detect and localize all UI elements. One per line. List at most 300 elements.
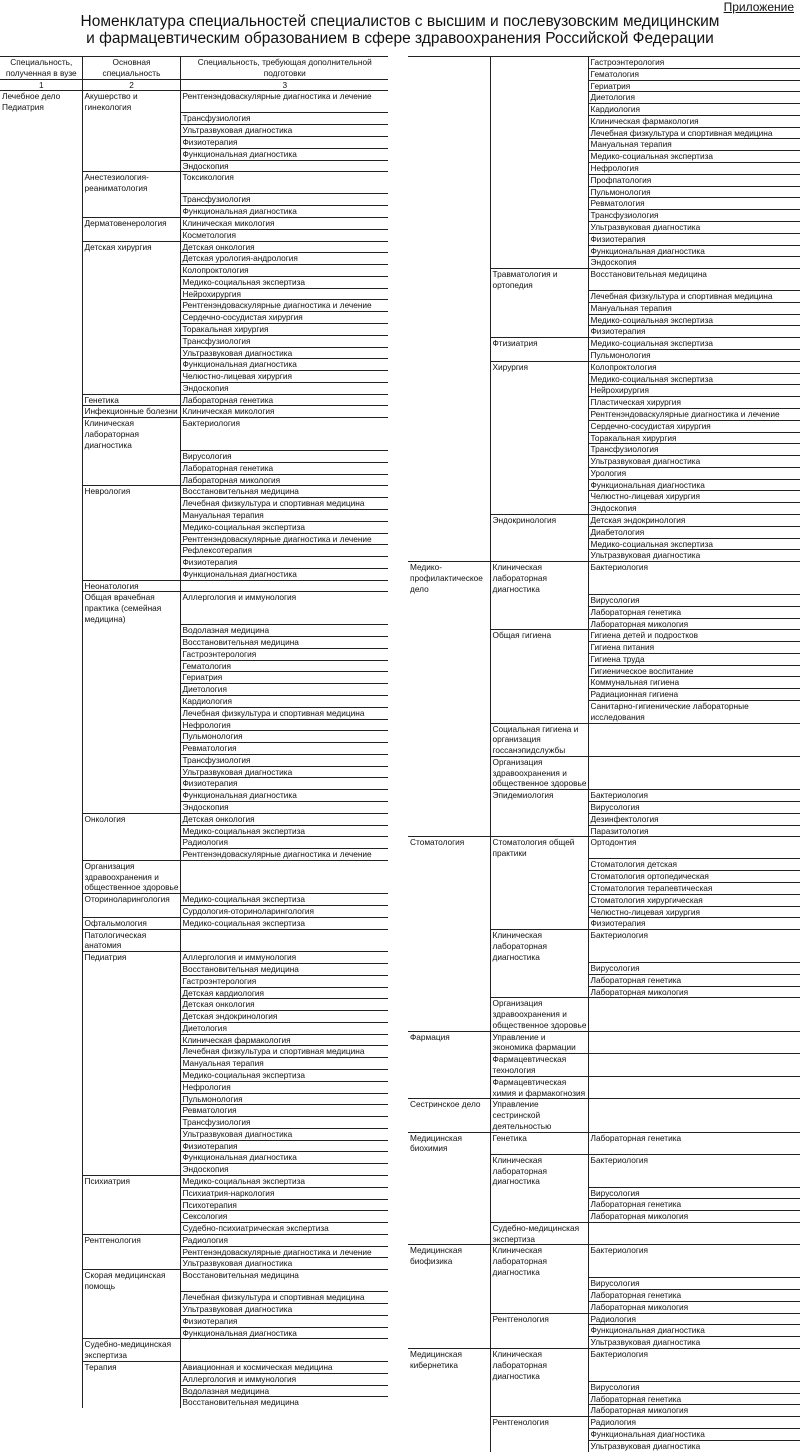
additional-specialty-cell: Клиническая микология <box>180 406 388 418</box>
university-specialty-cell <box>0 1081 82 1093</box>
main-specialty-cell <box>490 642 588 654</box>
table-row <box>0 509 388 521</box>
additional-specialty-cell: Физиотерапия <box>180 557 388 569</box>
additional-specialty-cell: Медико-социальная экспертиза <box>180 276 388 288</box>
university-specialty-cell <box>408 385 490 397</box>
additional-specialty-cell: Пульмонология <box>588 350 800 362</box>
additional-specialty-cell: Эндоскопия <box>588 257 800 269</box>
university-specialty-cell <box>408 1417 490 1429</box>
university-specialty-cell <box>408 825 490 837</box>
university-specialty-cell <box>0 580 82 592</box>
left-table-body <box>0 91 388 1408</box>
appendix-label: Приложение <box>723 0 794 14</box>
table-row <box>0 462 388 474</box>
university-specialty-cell <box>0 335 82 347</box>
table-row <box>408 630 800 642</box>
additional-specialty-cell <box>588 1076 800 1099</box>
main-specialty-cell <box>490 326 588 338</box>
table-row <box>0 545 388 557</box>
university-specialty-cell <box>0 1117 82 1129</box>
additional-specialty-cell: Медико-социальная экспертиза <box>180 917 388 929</box>
additional-specialty-cell: Ультразвуковая диагностика <box>588 550 800 562</box>
additional-specialty-cell: Психиатрия-наркология <box>180 1187 388 1199</box>
university-specialty-cell <box>0 136 82 148</box>
table-row <box>408 80 800 92</box>
table-row <box>408 57 800 69</box>
main-specialty-cell <box>82 637 180 649</box>
main-specialty-cell <box>82 1397 180 1408</box>
main-specialty-cell <box>82 695 180 707</box>
table-row <box>0 860 388 893</box>
university-specialty-cell <box>0 952 82 964</box>
main-specialty-cell <box>490 871 588 883</box>
main-specialty-cell <box>82 1034 180 1046</box>
main-specialty-cell: Судебно-медицинская экспертиза <box>82 1339 180 1362</box>
main-specialty-cell <box>82 648 180 660</box>
additional-specialty-cell: Медико-социальная экспертиза <box>588 338 800 350</box>
right-column <box>408 56 800 1451</box>
main-specialty-cell <box>82 684 180 696</box>
main-specialty-cell: Клиническая лабораторная диагностика <box>490 1349 588 1382</box>
table-row <box>408 1301 800 1313</box>
table-row <box>408 408 800 420</box>
additional-specialty-cell: Бактериология <box>588 930 800 963</box>
specialties-table-right <box>408 56 800 1452</box>
table-row <box>408 562 800 595</box>
university-specialty-cell <box>0 849 82 861</box>
additional-specialty-cell: Гематология <box>180 660 388 672</box>
table-row <box>0 241 388 253</box>
additional-specialty-cell: Функциональная диагностика <box>588 1428 800 1440</box>
additional-specialty-cell: Рефлексотерапия <box>180 545 388 557</box>
additional-specialty-cell: Восстановительная медицина <box>180 486 388 498</box>
university-specialty-cell <box>408 210 490 222</box>
additional-specialty-cell: Колопроктология <box>180 265 388 277</box>
university-specialty-cell <box>408 1199 490 1211</box>
university-specialty-cell <box>0 241 82 253</box>
additional-specialty-cell: Нефрология <box>180 1081 388 1093</box>
additional-specialty-cell: Сердечно-сосудистая хирургия <box>588 420 800 432</box>
additional-specialty-cell: Колопроктология <box>588 361 800 373</box>
additional-specialty-cell: Вирусология <box>588 962 800 974</box>
table-row <box>408 700 800 723</box>
main-specialty-cell: Детская хирургия <box>82 241 180 253</box>
university-specialty-cell <box>408 723 490 756</box>
additional-specialty-cell: Ревматология <box>588 198 800 210</box>
additional-specialty-cell: Эндоскопия <box>180 802 388 814</box>
additional-specialty-cell: Ультразвуковая диагностика <box>180 125 388 137</box>
additional-specialty-cell: Вирусология <box>588 802 800 814</box>
additional-specialty-cell: Ультразвуковая диагностика <box>588 1337 800 1349</box>
additional-specialty-cell: Физиотерапия <box>588 233 800 245</box>
additional-specialty-cell: Восстановительная медицина <box>588 269 800 291</box>
university-specialty-cell <box>0 1223 82 1235</box>
university-specialty-cell <box>0 406 82 418</box>
main-specialty-cell <box>82 660 180 672</box>
additional-specialty-cell: Радиология <box>180 837 388 849</box>
table-row <box>408 92 800 104</box>
column-header-2: Основная специальность <box>82 57 180 80</box>
additional-specialty-cell: Трансфузиология <box>588 210 800 222</box>
additional-specialty-cell: Медико-социальная экспертиза <box>180 894 388 906</box>
additional-specialty-cell: Рентгенэндоваскулярные диагностика и лечение <box>588 408 800 420</box>
table-row <box>0 987 388 999</box>
table-row <box>408 269 800 291</box>
table-row <box>408 1187 800 1199</box>
table-row <box>408 1313 800 1325</box>
university-specialty-cell <box>0 288 82 300</box>
additional-specialty-cell: Физиотерапия <box>180 1315 388 1327</box>
main-specialty-cell <box>82 371 180 383</box>
university-specialty-cell <box>408 689 490 701</box>
table-row <box>408 1211 800 1223</box>
main-specialty-cell <box>82 160 180 172</box>
additional-specialty-cell: Детская онкология <box>180 241 388 253</box>
main-specialty-cell <box>490 700 588 723</box>
main-specialty-cell: Организация здравоохранения и общественное здоровье <box>490 998 588 1031</box>
university-specialty-cell <box>0 1199 82 1211</box>
additional-specialty-cell: Радиология <box>588 1313 800 1325</box>
main-specialty-cell <box>82 1152 180 1164</box>
additional-specialty-cell: Гематология <box>588 68 800 80</box>
university-specialty-cell <box>0 359 82 371</box>
university-specialty-cell <box>0 1339 82 1362</box>
university-specialty-cell <box>408 630 490 642</box>
additional-specialty-cell: Лечебная физкультура и спортивная медицина <box>588 291 800 303</box>
additional-specialty-cell: Челюстно-лицевая хирургия <box>588 906 800 918</box>
table-row <box>0 1140 388 1152</box>
table-row <box>0 1011 388 1023</box>
university-specialty-cell <box>408 802 490 814</box>
additional-specialty-cell: Ультразвуковая диагностика <box>180 766 388 778</box>
university-specialty-cell <box>0 999 82 1011</box>
main-specialty-cell <box>82 849 180 861</box>
additional-specialty-cell: Аллергология и иммунология <box>180 952 388 964</box>
main-specialty-cell: Судебно-медицинская экспертиза <box>490 1222 588 1245</box>
main-specialty-cell <box>490 139 588 151</box>
main-specialty-cell: Управление и экономика фармации <box>490 1031 588 1054</box>
main-specialty-cell <box>490 68 588 80</box>
main-specialty-cell <box>490 986 588 998</box>
university-specialty-cell <box>408 80 490 92</box>
table-row <box>408 871 800 883</box>
university-specialty-cell <box>408 653 490 665</box>
main-specialty-cell <box>82 451 180 463</box>
university-specialty-cell <box>0 1304 82 1316</box>
main-specialty-cell <box>82 1093 180 1105</box>
additional-specialty-cell: Профпатология <box>588 174 800 186</box>
university-specialty-cell <box>0 684 82 696</box>
university-specialty-cell <box>0 1069 82 1081</box>
additional-specialty-cell: Ультразвуковая диагностика <box>588 1440 800 1451</box>
main-specialty-cell <box>490 1325 588 1337</box>
university-specialty-cell <box>408 594 490 606</box>
additional-specialty-cell: Радиология <box>588 1417 800 1429</box>
additional-specialty-cell: Лабораторная генетика <box>180 462 388 474</box>
university-specialty-cell <box>408 882 490 894</box>
university-specialty-cell <box>408 92 490 104</box>
additional-specialty-cell: Торакальная хирургия <box>180 323 388 335</box>
table-row <box>408 1154 800 1187</box>
table-row <box>408 444 800 456</box>
additional-specialty-cell: Пластическая хирургия <box>588 397 800 409</box>
university-specialty-cell <box>408 408 490 420</box>
column-number-1: 1 <box>0 79 82 91</box>
table-row <box>0 474 388 486</box>
table-row <box>408 257 800 269</box>
additional-specialty-cell: Лабораторная микология <box>588 618 800 630</box>
table-row <box>408 233 800 245</box>
main-specialty-cell <box>490 538 588 550</box>
university-specialty-cell <box>408 479 490 491</box>
university-specialty-cell <box>408 677 490 689</box>
additional-specialty-cell: Медико-социальная экспертиза <box>588 314 800 326</box>
university-specialty-cell <box>408 1440 490 1451</box>
additional-specialty-cell: Диетология <box>180 1022 388 1034</box>
main-specialty-cell <box>490 444 588 456</box>
main-specialty-cell: Клиническая лабораторная диагностика <box>490 1245 588 1278</box>
additional-specialty-cell: Физиотерапия <box>180 778 388 790</box>
main-specialty-cell <box>490 1393 588 1405</box>
table-row <box>0 1022 388 1034</box>
table-row <box>408 906 800 918</box>
main-specialty-cell: Клиническая лабораторная диагностика <box>490 1154 588 1187</box>
additional-specialty-cell: Восстановительная медицина <box>180 637 388 649</box>
main-specialty-cell <box>82 731 180 743</box>
table-row <box>0 625 388 637</box>
table-row <box>0 1304 388 1316</box>
main-specialty-cell <box>490 594 588 606</box>
main-specialty-cell: Общая врачебная практика (семейная медицина) <box>82 592 180 625</box>
main-specialty-cell <box>82 1117 180 1129</box>
main-specialty-cell: Офтальмология <box>82 917 180 929</box>
main-specialty-cell: Онкология <box>82 813 180 825</box>
table-row <box>408 151 800 163</box>
table-row <box>0 521 388 533</box>
table-row <box>0 172 388 194</box>
university-specialty-cell <box>408 456 490 468</box>
main-specialty-cell <box>82 265 180 277</box>
table-row <box>0 906 388 918</box>
additional-specialty-cell: Лечебная физкультура и спортивная медицина <box>180 1046 388 1058</box>
main-specialty-cell <box>82 766 180 778</box>
additional-specialty-cell: Водолазная медицина <box>180 1385 388 1397</box>
university-specialty-cell <box>408 420 490 432</box>
main-specialty-cell <box>82 790 180 802</box>
main-specialty-cell <box>490 962 588 974</box>
table-row <box>0 743 388 755</box>
university-specialty-cell <box>408 514 490 526</box>
university-specialty-cell <box>0 802 82 814</box>
table-row <box>0 754 388 766</box>
table-row <box>408 432 800 444</box>
additional-specialty-cell: Челюстно-лицевая хирургия <box>180 371 388 383</box>
university-specialty-cell <box>0 637 82 649</box>
table-row <box>0 648 388 660</box>
table-row <box>0 1069 388 1081</box>
university-specialty-cell <box>408 174 490 186</box>
additional-specialty-cell: Физиотерапия <box>180 136 388 148</box>
university-specialty-cell <box>408 700 490 723</box>
additional-specialty-cell: Эндоскопия <box>180 382 388 394</box>
additional-specialty-cell: Вирусология <box>588 1381 800 1393</box>
table-row <box>0 406 388 418</box>
additional-specialty-cell: Кардиология <box>180 695 388 707</box>
additional-specialty-cell: Эндоскопия <box>180 160 388 172</box>
table-row <box>408 986 800 998</box>
main-specialty-cell <box>82 545 180 557</box>
university-specialty-cell <box>0 1105 82 1117</box>
additional-specialty-cell: Функциональная диагностика <box>180 359 388 371</box>
table-row <box>0 1058 388 1070</box>
additional-specialty-cell: Функциональная диагностика <box>180 1152 388 1164</box>
additional-specialty-cell: Лабораторная генетика <box>588 1393 800 1405</box>
table-row <box>408 606 800 618</box>
table-row <box>408 594 800 606</box>
additional-specialty-cell: Лабораторная микология <box>588 1211 800 1223</box>
table-row <box>408 361 800 373</box>
university-specialty-cell <box>408 221 490 233</box>
university-specialty-cell <box>408 1290 490 1302</box>
university-specialty-cell <box>0 451 82 463</box>
additional-specialty-cell: Ультразвуковая диагностика <box>180 1304 388 1316</box>
table-row <box>408 825 800 837</box>
university-specialty-cell <box>408 550 490 562</box>
main-specialty-cell <box>490 245 588 257</box>
university-specialty-cell <box>408 962 490 974</box>
additional-specialty-cell: Мануальная терапия <box>180 509 388 521</box>
additional-specialty-cell: Клиническая фармакология <box>588 115 800 127</box>
university-specialty-cell <box>0 160 82 172</box>
table-row <box>0 335 388 347</box>
additional-specialty-cell: Физиотерапия <box>588 326 800 338</box>
table-row <box>0 323 388 335</box>
table-row <box>0 1046 388 1058</box>
main-specialty-cell <box>490 92 588 104</box>
additional-specialty-cell: Функциональная диагностика <box>180 148 388 160</box>
main-specialty-cell <box>490 385 588 397</box>
main-specialty-cell <box>82 743 180 755</box>
main-specialty-cell <box>490 1199 588 1211</box>
additional-specialty-cell: Рентгенэндоваскулярные диагностика и лечение <box>180 533 388 545</box>
table-row <box>408 291 800 303</box>
main-specialty-cell <box>82 194 180 206</box>
university-specialty-cell: Медицинская биохимия <box>408 1132 490 1154</box>
table-row <box>0 265 388 277</box>
university-specialty-cell <box>408 1325 490 1337</box>
additional-specialty-cell: Нефрология <box>180 719 388 731</box>
main-specialty-cell <box>490 420 588 432</box>
additional-specialty-cell: Бактериология <box>588 1154 800 1187</box>
main-specialty-cell <box>82 521 180 533</box>
table-row <box>408 467 800 479</box>
main-specialty-cell <box>490 115 588 127</box>
table-row <box>408 198 800 210</box>
main-specialty-cell <box>490 314 588 326</box>
table-row <box>408 210 800 222</box>
table-row <box>0 148 388 160</box>
table-row <box>408 1132 800 1154</box>
table-row <box>0 394 388 406</box>
table-row <box>408 677 800 689</box>
main-specialty-cell: Дерматовенерология <box>82 217 180 229</box>
main-specialty-cell <box>82 148 180 160</box>
university-specialty-cell <box>408 127 490 139</box>
table-row <box>408 1325 800 1337</box>
table-row <box>0 1258 388 1270</box>
additional-specialty-cell: Гигиена труда <box>588 653 800 665</box>
table-row <box>408 350 800 362</box>
table-row <box>0 113 388 125</box>
main-specialty-cell <box>490 1301 588 1313</box>
university-specialty-cell <box>0 265 82 277</box>
column-header-1: Специальность, полученная в вузе <box>0 57 82 80</box>
main-specialty-cell <box>490 479 588 491</box>
main-specialty-cell <box>82 625 180 637</box>
table-row <box>0 1362 388 1374</box>
university-specialty-cell <box>0 1315 82 1327</box>
main-specialty-cell <box>82 1140 180 1152</box>
main-specialty-cell <box>490 1440 588 1451</box>
table-row <box>408 790 800 802</box>
main-specialty-cell <box>490 350 588 362</box>
table-row <box>0 1128 388 1140</box>
university-specialty-cell <box>0 1152 82 1164</box>
university-specialty-cell <box>408 894 490 906</box>
table-row <box>408 538 800 550</box>
main-specialty-cell <box>82 825 180 837</box>
additional-specialty-cell: Косметология <box>180 229 388 241</box>
additional-specialty-cell: Вирусология <box>588 1187 800 1199</box>
table-row <box>408 618 800 630</box>
university-specialty-cell <box>0 382 82 394</box>
additional-specialty-cell: Бактериология <box>588 790 800 802</box>
university-specialty-cell: Медицинская кибернетика <box>408 1349 490 1382</box>
university-specialty-cell <box>0 766 82 778</box>
main-specialty-cell <box>490 618 588 630</box>
additional-specialty-cell: Ультразвуковая диагностика <box>588 221 800 233</box>
table-row <box>0 1117 388 1129</box>
university-specialty-cell <box>0 347 82 359</box>
main-specialty-cell <box>82 288 180 300</box>
main-specialty-cell <box>82 125 180 137</box>
university-specialty-cell <box>0 1292 82 1304</box>
university-specialty-cell <box>408 68 490 80</box>
table-row <box>408 514 800 526</box>
table-row <box>0 790 388 802</box>
additional-specialty-cell: Пульмонология <box>180 1093 388 1105</box>
table-row <box>408 326 800 338</box>
university-specialty-cell <box>0 418 82 451</box>
university-specialty-cell <box>408 918 490 930</box>
additional-specialty-cell: Урология <box>588 467 800 479</box>
main-specialty-cell: Генетика <box>82 394 180 406</box>
university-specialty-cell <box>408 1405 490 1417</box>
table-row <box>408 1381 800 1393</box>
main-specialty-cell <box>490 373 588 385</box>
main-specialty-cell <box>490 432 588 444</box>
additional-specialty-cell: Мануальная терапия <box>588 139 800 151</box>
table-row <box>408 1405 800 1417</box>
additional-specialty-cell: Гигиена детей и подростков <box>588 630 800 642</box>
additional-specialty-cell: Лабораторная генетика <box>180 394 388 406</box>
main-specialty-cell <box>490 467 588 479</box>
university-specialty-cell <box>408 444 490 456</box>
additional-specialty-cell: Трансфузиология <box>180 194 388 206</box>
main-specialty-cell <box>490 825 588 837</box>
additional-specialty-cell: Радиационная гигиена <box>588 689 800 701</box>
university-specialty-cell <box>0 1022 82 1034</box>
